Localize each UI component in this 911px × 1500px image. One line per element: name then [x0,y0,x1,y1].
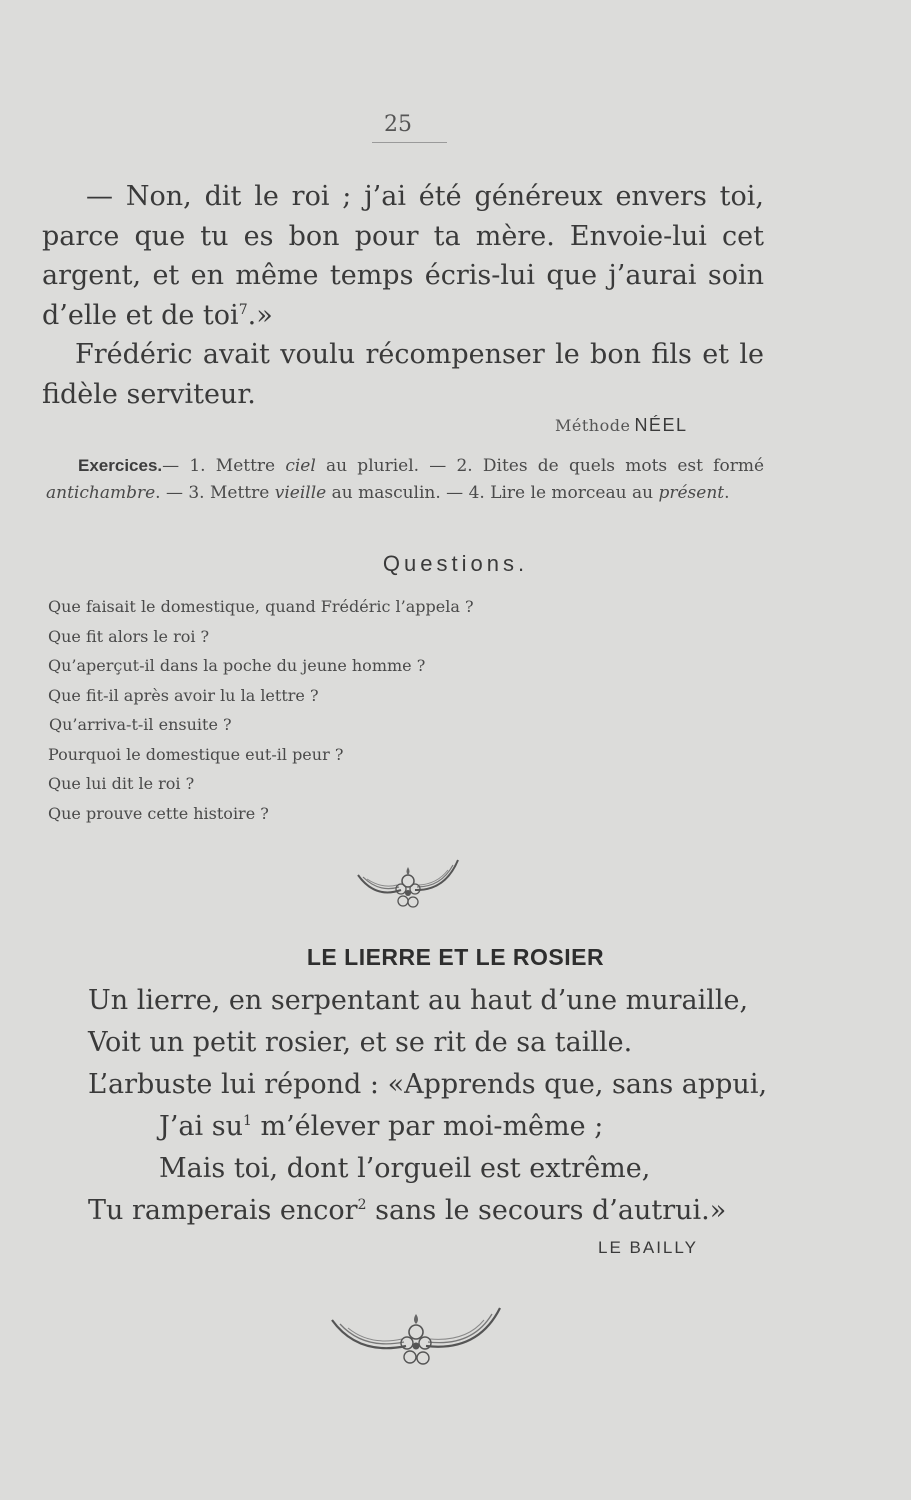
exercise-text-run: . [724,483,730,503]
story-paragraph-1 [42,177,764,335]
exercises-block [46,452,764,507]
poem-line-text: sans le secours d’autrui.» [366,1195,727,1226]
story-paragraph-1-text: — Non, dit le roi ; j’ai été généreux envers toi, parce que tu es bon pour ta mère. Envoie-lui cet argent, et en même temps écris-lui que j’aurai soin d’elle et de toi [42,181,764,331]
poem-line-text: m’élever par moi-même ; [251,1111,604,1142]
footnote-marker: 2 [357,1197,367,1213]
exercise-text-run: au masculin. — 4. Lire le morceau au [326,483,659,503]
ornament-large-icon [328,1302,504,1374]
source-name: NÉEL [634,415,688,435]
exercise-text-run: au pluriel. — 2. Dites de quels mots est formé [315,456,765,476]
question-item: Que fit-il après avoir lu la lettre ? [48,685,319,705]
story-paragraph-1-end: .» [247,299,273,331]
exercise-text-run: — 1. Mettre [162,456,286,476]
page-number-rule [372,142,447,143]
question-item: Qu’aperçut-il dans la poche du jeune homme ? [48,656,426,675]
questions-title: Questions. [382,551,529,576]
story-paragraph-2: Frédéric avait voulu récompenser le bon fils et le fidèle serviteur. [42,339,764,410]
poem-line-text: Mais toi, dont l’orgueil est extrême, [159,1153,651,1184]
footnote-marker: 7 [238,301,248,318]
question-item: Pourquoi le domestique eut-il peur ? [48,744,344,764]
poem-line [159,1153,650,1184]
exercise-italic-term: ciel [285,456,316,476]
poem-line-text: L’arbuste lui répond : «Apprends que, sans appui, [88,1069,768,1100]
poem-line-text: J’ai su [159,1111,243,1142]
poem-line [88,985,748,1016]
exercise-text-run: . — 3. Mettre [155,483,275,503]
poem-line [88,1195,726,1226]
exercise-italic-term: antichambre [46,483,156,503]
exercises-label: Exercices. [78,456,163,475]
poem-author: LE BAILLY [598,1238,698,1257]
page-number: 25 [384,112,412,137]
poem-line [88,1069,767,1100]
source-attribution [555,415,687,436]
poem-line-text: Un lierre, en serpentant au haut d’une muraille, [88,985,749,1016]
question-item: Que fit alors le roi ? [48,626,210,646]
questions-list [48,592,748,828]
question-item: Que prouve cette histoire ? [48,803,269,823]
poem-line [159,1111,603,1142]
question-item: Qu’arriva-t-il ensuite ? [49,715,232,734]
exercise-italic-term: présent [658,483,725,503]
poem-title: LE LIERRE ET LE ROSIER [306,944,605,970]
footnote-marker: 1 [242,1113,252,1129]
question-item: Que lui dit le roi ? [48,774,195,793]
question-item: Que faisait le domestique, quand Frédéric l’appela ? [48,597,474,616]
ornament-small-icon [355,855,461,915]
poem-line-text: Tu ramperais encor [88,1195,358,1226]
poem-line [88,1027,632,1058]
exercise-italic-term: vieille [274,483,327,503]
poem-line-text: Voit un petit rosier, et se rit de sa taille. [88,1027,633,1058]
source-prefix: Méthode [555,416,631,435]
